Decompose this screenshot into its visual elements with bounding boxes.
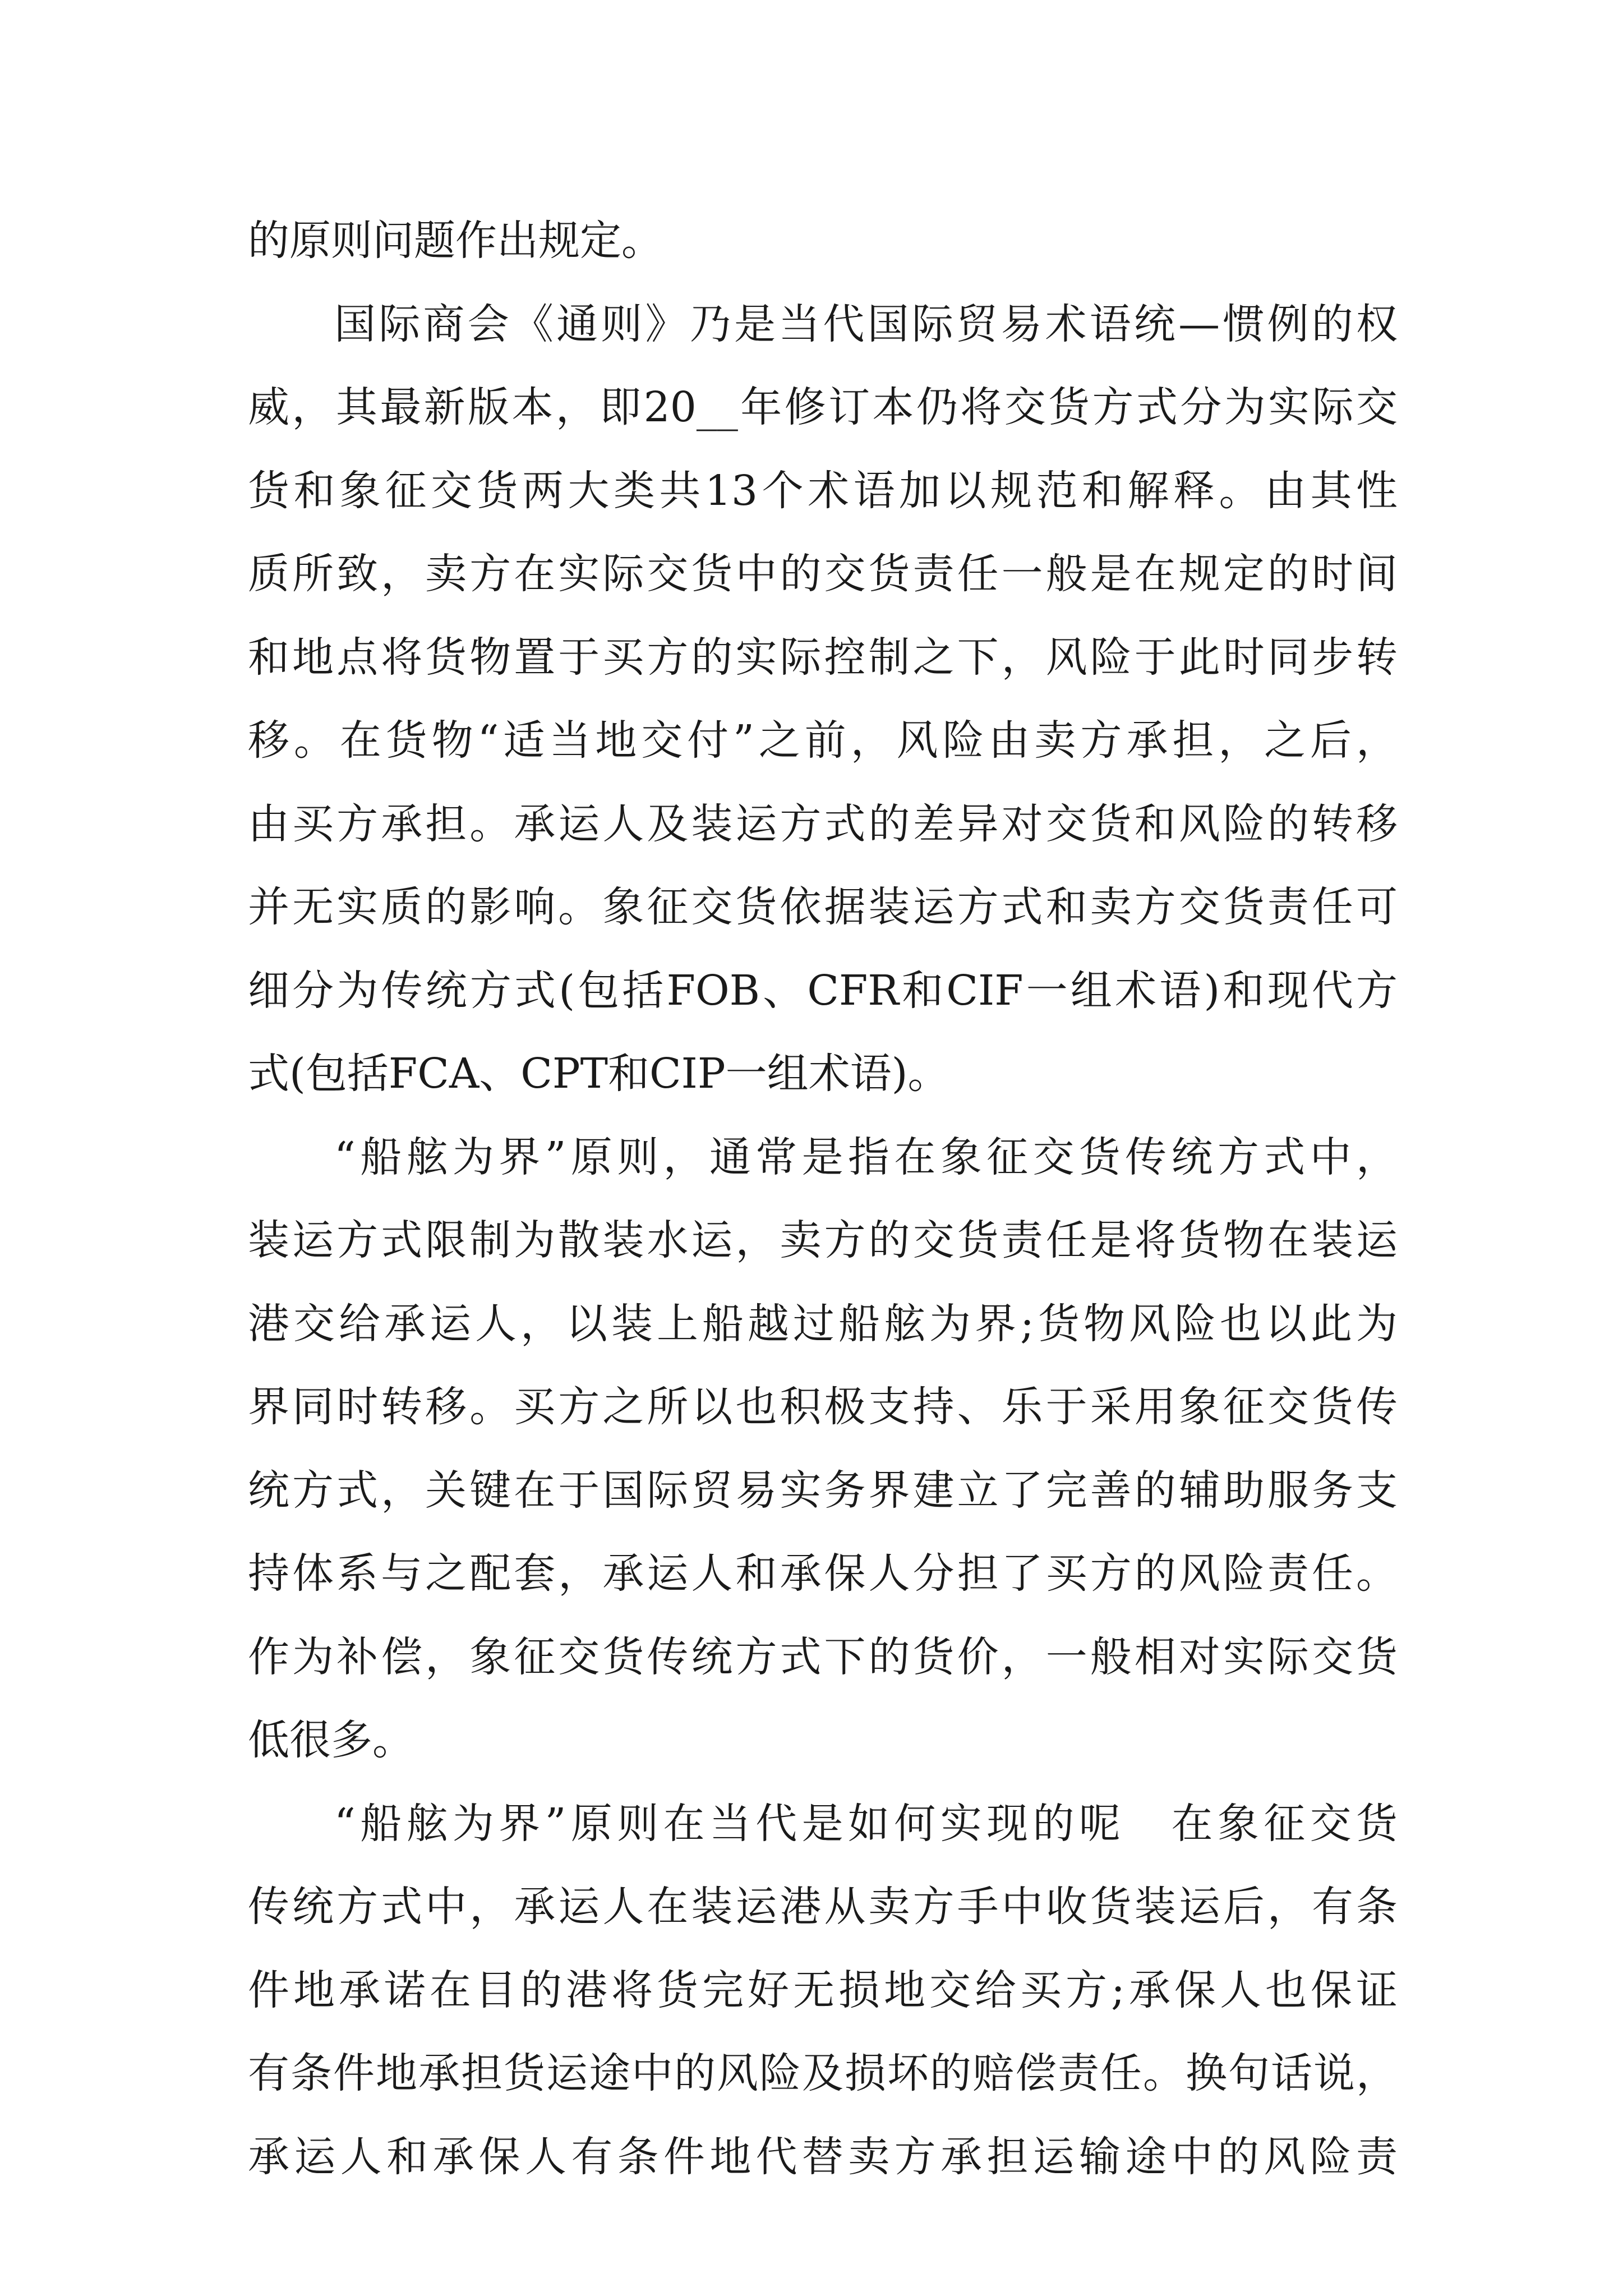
- paragraph-first-line: “船舷为界”原则在当代是如何实现的呢 在象征交货: [334, 1799, 1398, 1848]
- body-text: [248, 199, 1398, 2198]
- text-line: 和地点将货物置于买方的实际控制之下，风险于此时同步转: [248, 633, 1398, 682]
- text-line: 作为补偿，象征交货传统方式下的货价，一般相对实际交货: [248, 1632, 1398, 1681]
- text-line: 件地承诺在目的港将货完好无损地交给买方;承保人也保证: [248, 1966, 1398, 2014]
- text-line: 装运方式限制为散装水运，卖方的交货责任是将货物在装运: [248, 1216, 1398, 1264]
- text-line: 质所致，卖方在实际交货中的交货责任一般是在规定的时间: [248, 550, 1398, 598]
- text-line: 承运人和承保人有条件地代替卖方承担运输途中的风险责: [248, 2132, 1398, 2181]
- text-line: 统方式，关键在于国际贸易实务界建立了完善的辅助服务支: [248, 1466, 1398, 1515]
- text-line: 的原则问题作出规定。: [248, 217, 663, 265]
- text-line: 界同时转移。买方之所以也积极支持、乐于采用象征交货传: [248, 1383, 1398, 1431]
- text-line: 有条件地承担货运途中的风险及损坏的赔偿责任。换句话说，: [248, 2049, 1398, 2097]
- paragraph-first-line: “船舷为界”原则，通常是指在象征交货传统方式中，: [334, 1133, 1398, 1181]
- text-line: 由买方承担。承运人及装运方式的差异对交货和风险的转移: [248, 799, 1398, 848]
- text-line: 低很多。: [248, 1716, 414, 1764]
- text-line: 传统方式中，承运人在装运港从卖方手中收货装运后，有条: [248, 1883, 1398, 1931]
- text-line: 威，其最新版本，即20__年修订本仍将交货方式分为实际交: [248, 383, 1398, 431]
- text-line: 移。在货物“适当地交付”之前，风险由卖方承担，之后，: [248, 716, 1398, 765]
- text-line: 细分为传统方式(包括FOB、CFR和CIF一组术语)和现代方: [248, 966, 1398, 1015]
- text-line: 港交给承运人，以装上船越过船舷为界;货物风险也以此为: [248, 1299, 1398, 1348]
- text-line: 并无实质的影响。象征交货依据装运方式和卖方交货责任可: [248, 883, 1398, 931]
- paragraph-first-line: 国际商会《通则》乃是当代国际贸易术语统—惯例的权: [334, 300, 1398, 348]
- text-line: 货和象征交货两大类共13个术语加以规范和解释。由其性: [248, 466, 1398, 515]
- text-line: 式(包括FCA、CPT和CIP一组术语)。: [248, 1050, 949, 1098]
- text-line: 持体系与之配套，承运人和承保人分担了买方的风险责任。: [248, 1549, 1398, 1598]
